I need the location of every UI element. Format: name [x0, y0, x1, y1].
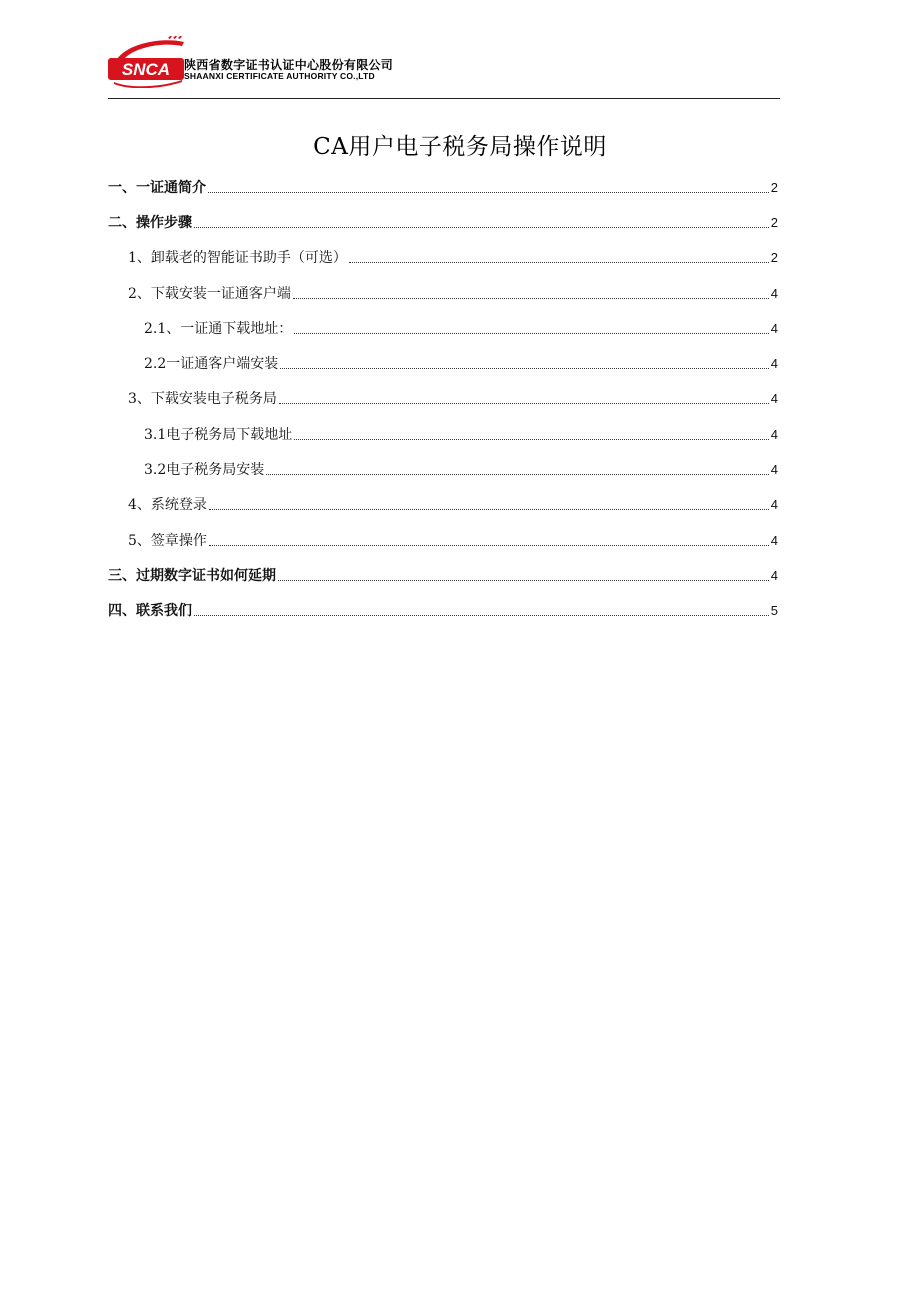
company-name-cn: 陕西省数字证书认证中心股份有限公司 [184, 58, 394, 72]
toc-entry[interactable] [144, 417, 778, 445]
toc-entry-label: 一、一证通简介 [108, 180, 206, 196]
toc-entry[interactable] [108, 205, 778, 233]
document-title: CA用户电子税务局操作说明 [313, 134, 607, 160]
toc-entry[interactable] [108, 558, 778, 586]
toc-entry-label: 3.2电子税务局安装 [144, 462, 265, 478]
toc-page-number: 4 [770, 427, 778, 442]
toc-entry-label: 2、下载安装一证通客户端 [128, 286, 291, 302]
toc-entry-label: 2.1、一证通下载地址： [144, 321, 293, 337]
toc-entry-label: 三、过期数字证书如何延期 [108, 568, 276, 584]
toc-dot-leader [293, 298, 769, 299]
toc-dot-leader [266, 474, 769, 475]
toc-entry[interactable] [128, 523, 778, 551]
toc-page-number: 4 [770, 321, 778, 336]
toc-entry[interactable] [144, 346, 778, 374]
page-header [108, 36, 780, 100]
toc-page-number: 2 [770, 250, 778, 265]
toc-dot-leader [278, 580, 769, 581]
toc-entry[interactable] [108, 170, 778, 198]
toc-entry-label: 3.1电子税务局下载地址 [144, 427, 293, 443]
toc-entry-label: 3、下载安装电子税务局 [128, 391, 277, 407]
toc-dot-leader [194, 615, 769, 616]
toc-entry-label: 4、系统登录 [128, 497, 207, 513]
toc-dot-leader [280, 368, 769, 369]
snca-logo [108, 36, 186, 88]
toc-page-number: 4 [770, 533, 778, 548]
header-divider [108, 98, 780, 99]
toc-dot-leader [294, 333, 769, 334]
toc-dot-leader [349, 262, 769, 263]
toc-entry-label: 二、操作步骤 [108, 215, 192, 231]
toc-dot-leader [294, 439, 769, 440]
toc-entry[interactable] [128, 276, 778, 304]
toc-entry-label: 5、签章操作 [128, 533, 207, 549]
toc-dot-leader [279, 403, 769, 404]
company-name-en: SHAANXI CERTIFICATE AUTHORITY CO.,LTD [184, 71, 375, 81]
toc-entry-label: 四、联系我们 [108, 603, 192, 619]
toc-dot-leader [194, 227, 769, 228]
logo-text: SNCA [121, 60, 171, 79]
toc-entry[interactable] [128, 240, 778, 268]
toc-entry[interactable] [108, 593, 778, 621]
toc-page-number: 2 [770, 215, 778, 230]
toc-entry[interactable] [128, 381, 778, 409]
toc-entry[interactable] [144, 311, 778, 339]
toc-page-number: 4 [770, 356, 778, 371]
toc-page-number: 4 [770, 568, 778, 583]
toc-dot-leader [209, 545, 769, 546]
toc-entry[interactable] [128, 487, 778, 515]
toc-page-number: 2 [770, 180, 778, 195]
toc-page-number: 4 [770, 391, 778, 406]
toc-page-number: 5 [770, 603, 778, 618]
toc-page-number: 4 [770, 286, 778, 301]
toc-entry-label: 2.2一证通客户端安装 [144, 356, 279, 372]
toc-dot-leader [208, 192, 769, 193]
toc-page-number: 4 [770, 462, 778, 477]
toc-page-number: 4 [770, 497, 778, 512]
toc-entry[interactable] [144, 452, 778, 480]
toc-entry-label: 1、卸载老的智能证书助手（可选） [128, 250, 347, 266]
toc-dot-leader [209, 509, 769, 510]
